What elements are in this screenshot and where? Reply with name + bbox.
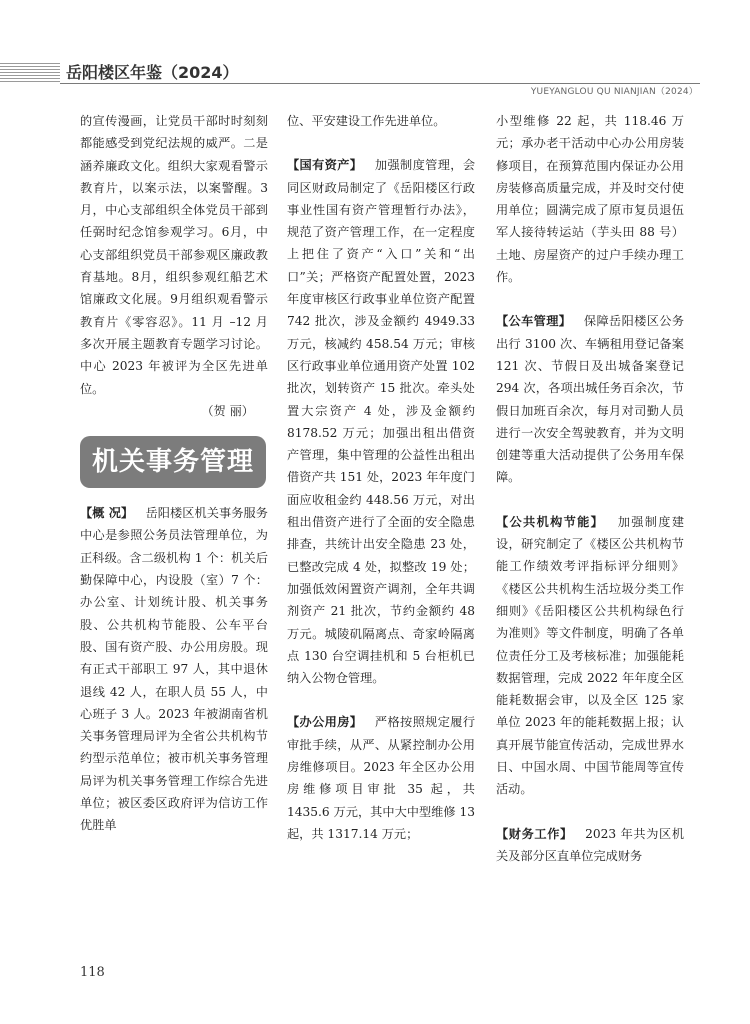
assets-text: 加强制度管理，会同区财政局制定了《岳阳楼区行政事业性国有资产管理暂行办法》，规范了资产管理工作，在一定程度上把住了资产“入口”关和“出口”关；严格资产配置处置，2023 年度审核区行政事业单位资产配置 742 批次，涉及金额约 4949.33 万元，核减约 458.54 万元；审核区行政事业单位通用资产处置 102 批次，划转资产 15 批次。牵头处置大宗资产 4 处，涉及金额约 8178.52 万元；加强出租出借资产管理，集中管理的公益性出租出借资产共 151 处，2023 年年度门面应收租金约 448.56 万元，对出租出借资产进行了全面的安全隐患排查，共统计出安全隐患 23 处，已整改完成 4 处，拟整改 19 处；加强低效闲置资产调剂，全年共调剂资产 21 批次，节约金额约 48 万元。城陵矶隔离点、奇家岭隔离点 130 台空调挂机和 5 台柜机已纳入公物仓管理。 [287, 158, 476, 686]
running-title: 岳阳楼区年鉴（2024） [66, 63, 239, 82]
energy-text: 加强制度建设，研究制定了《楼区公共机构节能工作绩效考评指标评分细则》《楼区公共机构生活垃圾分类工作细则》《岳阳楼区公共机构绿色行为准则》等文件制度，明确了各单位责任分工及考核标准；加强能耗数据管理，完成 2022 年年度全区能耗数据会审，以及全区 125 家单位 2023 年的能耗数据上报；认真开展节能宣传活动，完成世界水日、中国水周、中国节能周等宣传活动。 [496, 514, 685, 797]
author-signature: （贺 丽） [201, 403, 254, 418]
office-text: 严格按照规定履行审批手续，从严、从紧控制办公用房维修项目。2023 年全区办公用房维修项目审批 35 起，共 1435.6 万元，其中大中型维修 13 起，共 1317.14 万元； [287, 715, 476, 841]
car-text: 保障岳阳楼区公务出行 3100 次、车辆租用登记备案 121 次、节假日及出城备案登记 294 次，各项出城任务百余次，节假日加班百余次，每月对司勤人员进行一次安全驾驶教育，并为文明创建等重大活动提供了公务用车保障。 [496, 314, 685, 485]
paragraph-car [496, 310, 684, 488]
header-stripes [0, 63, 60, 83]
tag-overview: 【概 况】 [80, 506, 134, 521]
section-heading [80, 436, 266, 488]
tag-assets: 【国有资产】 [287, 158, 363, 173]
paragraph-continued-3: 小型维修 22 起，共 118.46 万元；承办老干活动中心办公用房装修项目，在预算范围内保证办公用房装修高质量完成，并及时交付使用单位；圆满完成了原市复员退伍军人接待转运站（芋头田 88 号）土地、房屋资产的过户手续办理工作。 [496, 114, 684, 285]
paragraph-office [287, 711, 475, 845]
tag-car: 【公车管理】 [496, 314, 572, 329]
column-2 [287, 110, 475, 845]
paragraph-energy [496, 511, 684, 801]
tag-energy: 【公共机构节能】 [496, 514, 605, 529]
tag-office: 【办公用房】 [287, 715, 363, 730]
finance-text: 2023 年共为区机关及部分区直单位完成财务 [496, 826, 685, 863]
section-heading-text: 机关事务管理 [91, 447, 254, 477]
page-number: 118 [80, 965, 105, 980]
paragraph-finance [496, 823, 684, 868]
running-subtitle: YUEYANGLOU QU NIANJIAN（2024） [530, 87, 698, 97]
column-3 [496, 110, 684, 867]
tag-finance: 【财务工作】 [496, 826, 573, 841]
paragraph-continued-2: 位、平安建设工作先进单位。 [287, 114, 446, 128]
paragraph-continued: 的宣传漫画，让党员干部时时刻刻都能感受到党纪法规的威严。二是涵养廉政文化。组织大家观看警示教育片，以案示法，以案警醒。3月，中心支部组织全体党员干部到任弼时纪念馆参观学习。6月，中心支部组织党员干部参观区廉政教育基地。8月，组织参观红船艺术馆廉政文化展。9月组织观看警示教育片《零容忍》。11 月 –12 月多次开展主题教育专题学习讨论。中心 2023 年被评为全区先进单位。 [80, 114, 268, 396]
paragraph-overview [80, 502, 268, 836]
paragraph-assets [287, 154, 475, 689]
column-1 [80, 110, 268, 837]
overview-text: 岳阳楼区机关事务服务中心是参照公务员法管理单位，为正科级。含二级机构 1 个：机关后勤保障中心，内设股（室）7 个：办公室、计划统计股、机关事务股、公共机构节能股、公车平台股、国有资产股、办公用房股。现有正式干部职工 97 人，其中退休退线 42 人，在职人员 55 人，中心班子 3 人。2023 年被湖南省机关事务管理局评为全省公共机构节约型示范单位；被市机关事务管理局评为机关事务管理工作综合先进单位；被区委区政府评为信访工作优胜单 [80, 506, 268, 833]
